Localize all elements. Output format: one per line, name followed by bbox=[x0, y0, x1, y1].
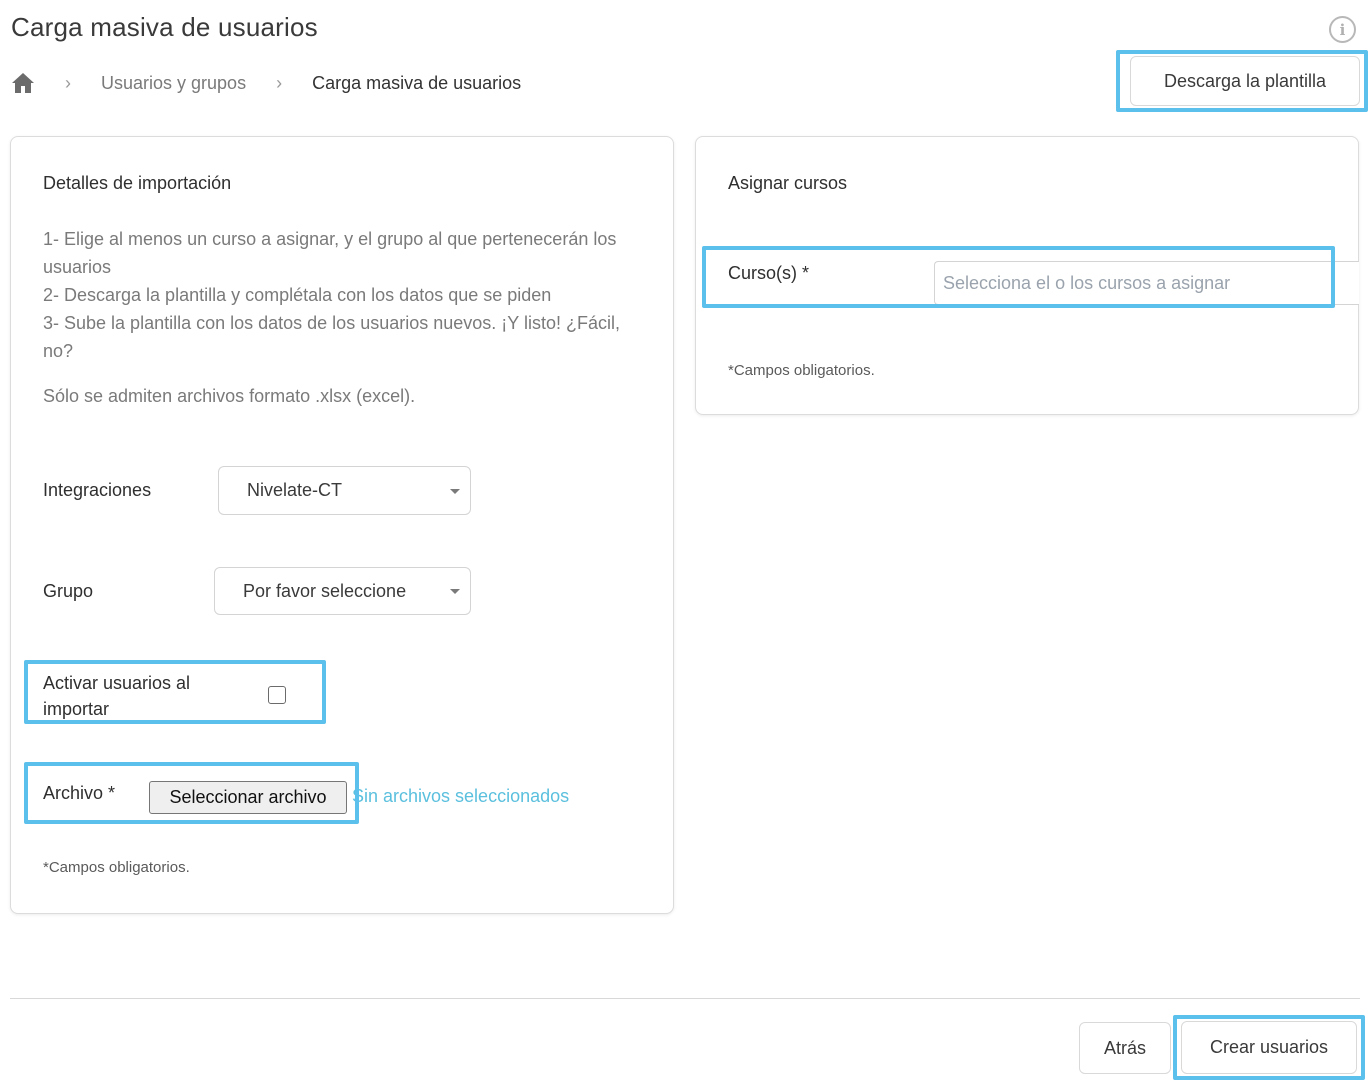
chevron-down-icon bbox=[450, 489, 460, 494]
required-fields-note: *Campos obligatorios. bbox=[728, 362, 875, 379]
activate-users-label-line-1: Activar usuarios al bbox=[43, 673, 191, 693]
integrations-selected-value: Nivelate-CT bbox=[247, 480, 343, 500]
back-button[interactable]: Atrás bbox=[1079, 1022, 1171, 1074]
import-instructions bbox=[43, 225, 653, 365]
activate-users-highlight bbox=[24, 660, 326, 724]
group-select[interactable] bbox=[214, 567, 471, 615]
download-template-button[interactable]: Descarga la plantilla bbox=[1130, 56, 1360, 106]
breadcrumb-separator: › bbox=[276, 72, 283, 93]
select-file-button[interactable]: Seleccionar archivo bbox=[149, 781, 347, 814]
file-status-text: Sin archivos seleccionados bbox=[352, 786, 570, 806]
required-fields-note: *Campos obligatorios. bbox=[43, 859, 190, 876]
activate-users-label-line-2: importar bbox=[43, 699, 110, 719]
home-icon[interactable] bbox=[11, 72, 35, 94]
breadcrumb-link-usuarios-y-grupos[interactable]: Usuarios y grupos bbox=[101, 72, 247, 93]
group-selected-value: Por favor seleccione bbox=[243, 580, 407, 601]
file-field-highlight bbox=[24, 762, 359, 824]
integrations-label: Integraciones bbox=[43, 480, 152, 500]
courses-label: Curso(s) * bbox=[728, 263, 810, 283]
footer-divider bbox=[10, 998, 1360, 999]
file-label: Archivo * bbox=[43, 783, 116, 803]
create-users-button[interactable]: Crear usuarios bbox=[1181, 1021, 1357, 1074]
import-details-title: Detalles de importación bbox=[43, 173, 232, 193]
info-icon[interactable]: i bbox=[1329, 16, 1356, 43]
courses-field-highlight bbox=[702, 246, 1335, 308]
integrations-select[interactable] bbox=[218, 466, 471, 515]
breadcrumb-current: Carga masiva de usuarios bbox=[312, 72, 522, 93]
breadcrumb-separator: › bbox=[65, 72, 71, 93]
instruction-step-3: 3- Sube la plantilla con los datos de los usuarios nuevos. ¡Y listo! ¿Fácil, no? bbox=[43, 313, 620, 361]
instruction-step-1: 1- Elige al menos un curso a asignar, y el grupo al que pertenecerán los usuarios bbox=[43, 229, 617, 277]
instruction-step-2: 2- Descarga la plantilla y complétala con los datos que se piden bbox=[43, 285, 552, 305]
assign-courses-title: Asignar cursos bbox=[728, 173, 848, 193]
chevron-down-icon bbox=[450, 589, 460, 594]
group-label: Grupo bbox=[43, 581, 94, 601]
courses-placeholder: Selecciona el o los cursos a asignar bbox=[943, 272, 1231, 293]
file-formats-note: Sólo se admiten archivos formato .xlsx (excel). bbox=[43, 386, 416, 406]
breadcrumb bbox=[11, 68, 521, 98]
page-title: Carga masiva de usuarios bbox=[11, 12, 318, 42]
